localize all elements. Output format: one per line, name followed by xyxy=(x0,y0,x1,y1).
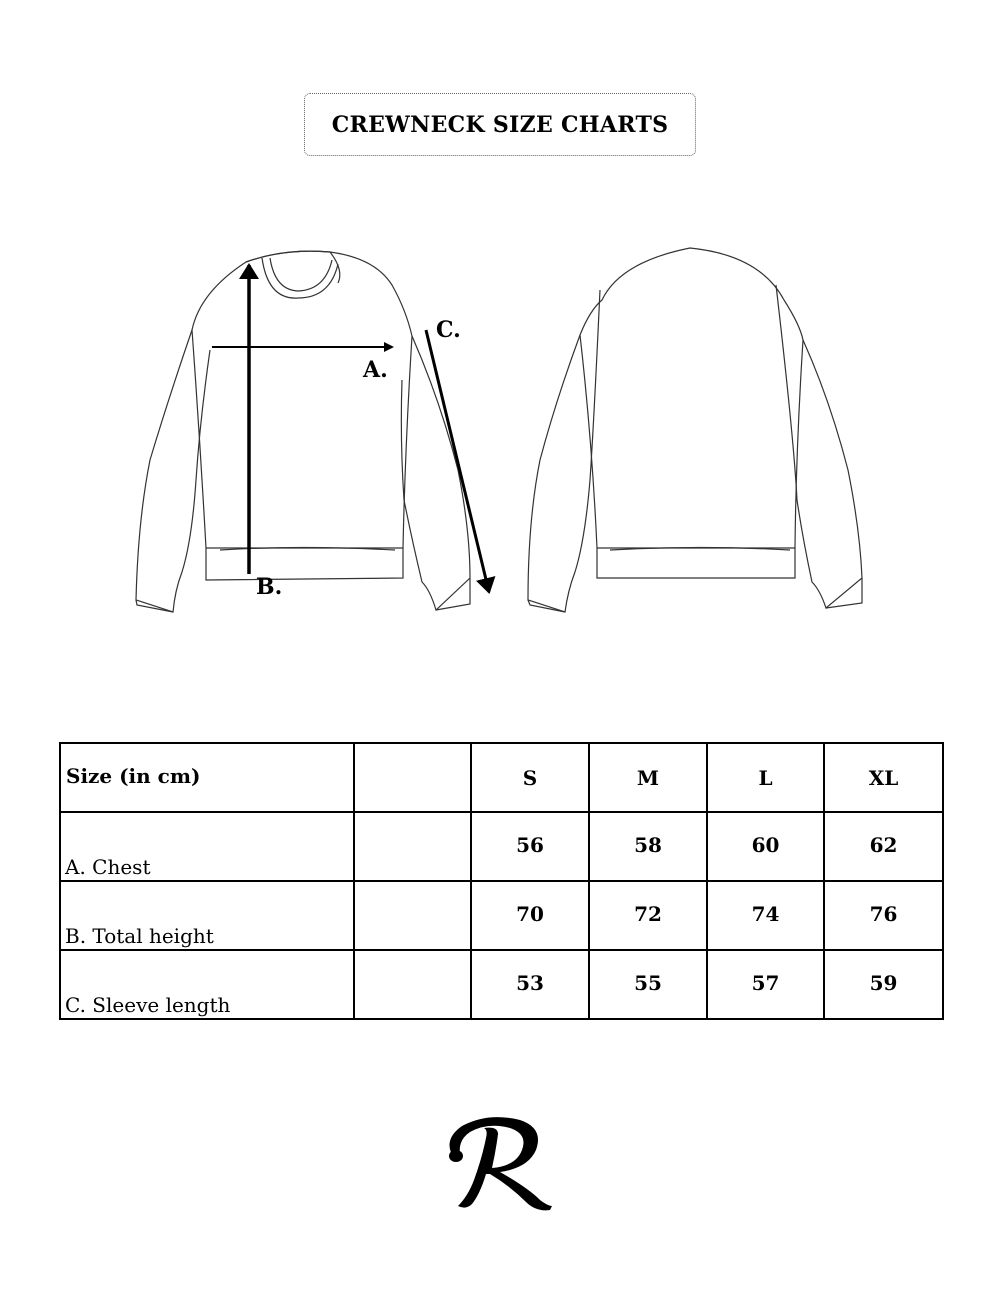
height-m: 72 xyxy=(589,881,707,950)
size-header-s: S xyxy=(471,743,589,812)
measure-label-c: C. xyxy=(436,317,461,343)
front-hem xyxy=(206,548,403,580)
row-label-sleeve: C. Sleeve length xyxy=(60,950,354,1019)
row-label-height: B. Total height xyxy=(60,881,354,950)
chest-xl: 62 xyxy=(824,812,943,881)
back-left-sleeve xyxy=(528,290,600,612)
measure-label-b: B. xyxy=(256,574,283,600)
front-body-outline xyxy=(192,251,412,548)
table-header-row xyxy=(60,743,943,812)
chest-l: 60 xyxy=(707,812,824,881)
sleeve-l: 57 xyxy=(707,950,824,1019)
front-left-sleeve xyxy=(136,330,210,612)
blank-cell xyxy=(354,812,471,881)
chest-s: 56 xyxy=(471,812,589,881)
size-table xyxy=(59,742,944,1020)
blank-cell xyxy=(354,881,471,950)
row-label-chest: A. Chest xyxy=(60,812,354,881)
table-row xyxy=(60,812,943,881)
front-view xyxy=(136,251,470,612)
size-header-m: M xyxy=(589,743,707,812)
chest-m: 58 xyxy=(589,812,707,881)
blank-cell xyxy=(354,950,471,1019)
sleeve-xl: 59 xyxy=(824,950,943,1019)
height-s: 70 xyxy=(471,881,589,950)
height-l: 74 xyxy=(707,881,824,950)
front-collar xyxy=(262,258,338,298)
height-xl: 76 xyxy=(824,881,943,950)
script-r-logo-icon xyxy=(440,1110,560,1220)
size-header-l: L xyxy=(707,743,824,812)
sleeve-s: 53 xyxy=(471,950,589,1019)
back-view xyxy=(528,248,862,612)
size-header-xl: XL xyxy=(824,743,943,812)
blank-header-cell xyxy=(354,743,471,812)
measure-label-a: A. xyxy=(363,357,388,383)
table-row xyxy=(60,881,943,950)
back-right-sleeve xyxy=(776,285,862,608)
size-header-label: Size (in cm) xyxy=(60,743,354,812)
front-collar-outer xyxy=(246,251,340,283)
table-row xyxy=(60,950,943,1019)
sleeve-arrow xyxy=(426,330,489,592)
back-hem xyxy=(597,548,795,578)
back-body-outline xyxy=(580,248,803,548)
sleeve-m: 55 xyxy=(589,950,707,1019)
page-title: CREWNECK SIZE CHARTS xyxy=(331,111,669,138)
